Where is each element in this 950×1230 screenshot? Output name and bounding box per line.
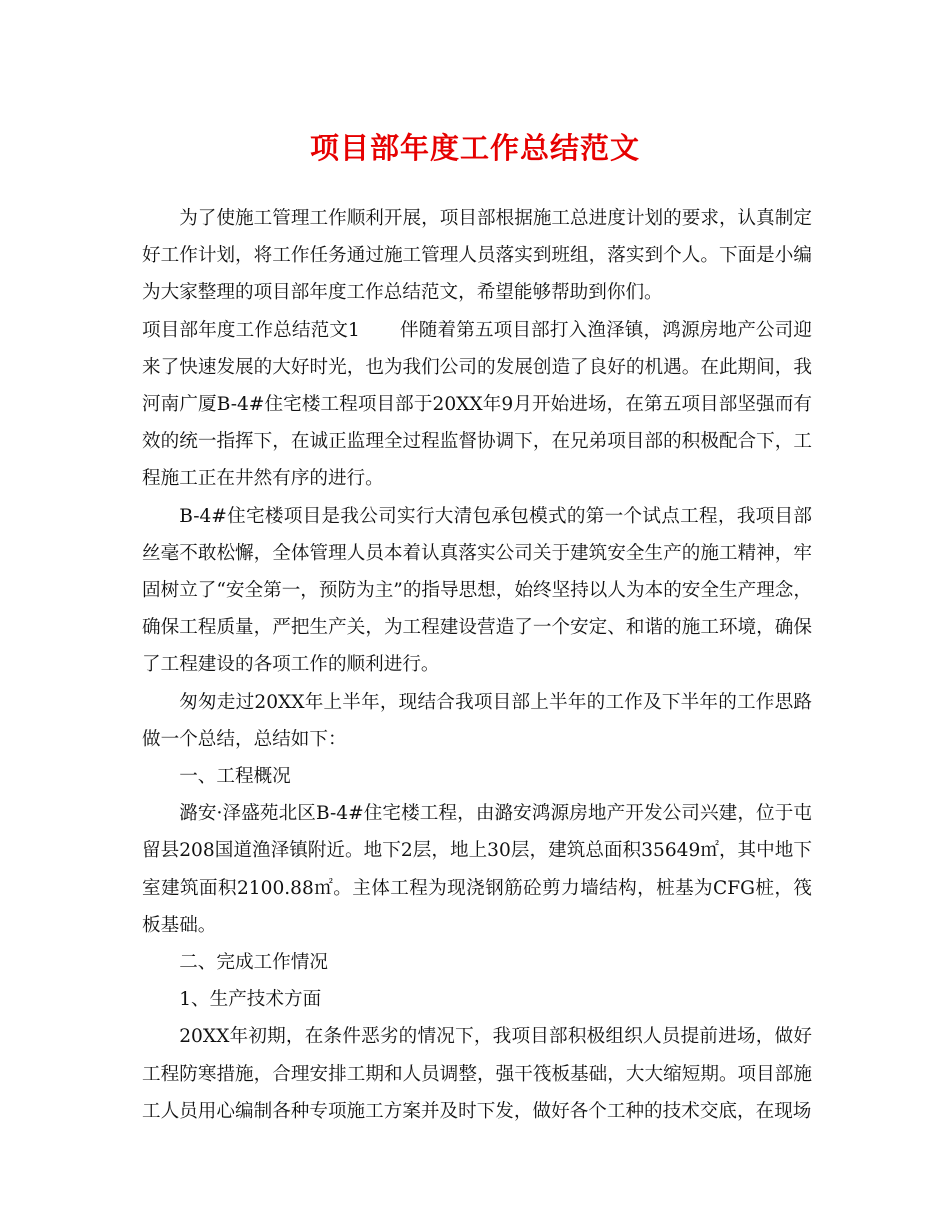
document-title: 项目部年度工作总结范文 <box>309 131 640 165</box>
heading-project-overview: 一、工程概况 <box>179 766 291 788</box>
heading-completed-work: 二、完成工作情况 <box>179 952 328 974</box>
summary-intro-paragraph: 匆匆走过20XX年上半年，现结合我项目部上半年的工作及下半年的工作思路做一个总结，总结如下： <box>142 691 812 750</box>
production-tech-paragraph: 20XX年初期，在条件恶劣的情况下，我项目部积极组织人员提前进场，做好工程防寒措施，合理安排工期和人员调整，强干筏板基础，大大缩短期。项目部施工人员用心编制各种专项施工方案并及时下发，做好各个工种的技术交底，在现场 <box>142 1026 812 1122</box>
safety-paragraph: B-4#住宅楼项目是我公司实行大清包承包模式的第一个试点工程，我项目部丝毫不敢松懈，全体管理人员本着认真落实公司关于建筑安全生产的施工精神，牢固树立了“安全第一，预防为主”的指导思想，始终坚持以人为本的安全生产理念，确保工程质量，严把生产关，为工程建设营造了一个安定、和谐的施工环境，确保了工程建设的各项工作的顺利进行。 <box>142 505 812 676</box>
heading-production-tech: 1、生产技术方面 <box>179 989 322 1011</box>
intro-paragraph: 为了使施工管理工作顺利开展，项目部根据施工总进度计划的要求，认真制定好工作计划，将工作任务通过施工管理人员落实到班组，落实到个人。下面是小编为大家整理的项目部年度工作总结范文，希望能够帮助到你们。 <box>142 208 812 304</box>
section-body-inline: 伴随着第五项目部打入渔泽镇，鸿源房地产公司迎来了快速发展的大好时光，也为我们公司的发展创造了良好的机遇。在此期间，我河南广厦B-4#住宅楼工程项目部于20XX年9月开始进场，在第五项目部坚强而有效的统一指挥下，在诚正监理全过程监督协调下，在兄弟项目部的积极配合下，工程施工正在井然有序的进行。 <box>142 319 812 490</box>
document-body <box>142 200 812 1130</box>
section-paragraph-1 <box>142 312 812 498</box>
project-overview-paragraph: 潞安·泽盛苑北区B-4#住宅楼工程，由潞安鸿源房地产开发公司兴建，位于屯留县208国道渔泽镇附近。地下2层，地上30层，建筑总面积35649㎡，其中地下室建筑面积2100.88㎡。主体工程为现浇钢筋砼剪力墙结构，桩基为CFG桩，筏板基础。 <box>142 803 812 936</box>
section-heading-inline: 项目部年度工作总结范文1 <box>142 319 360 341</box>
